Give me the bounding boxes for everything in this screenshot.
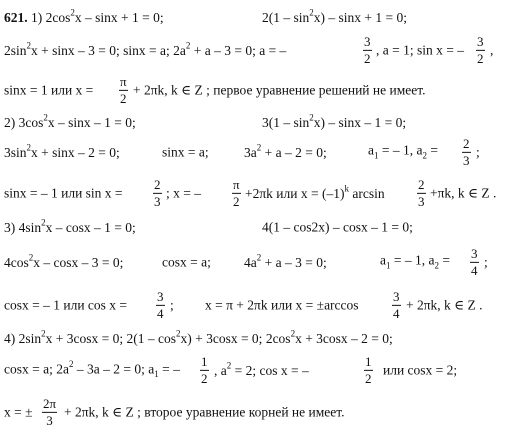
fraction: [470, 247, 479, 277]
equals: =: [430, 142, 438, 158]
fraction-denominator: 2: [201, 370, 208, 386]
fraction-numerator: 1: [365, 353, 372, 369]
line-8: [0, 245, 506, 278]
eq2-cases: sinx = – 1 или sin x =: [4, 185, 123, 201]
line-7: [0, 217, 506, 235]
substitution: cosx = a;: [162, 254, 211, 270]
line-11: [0, 353, 506, 386]
substitution: sinx = a;: [162, 144, 209, 160]
root-value: = – 1, a: [381, 142, 423, 158]
equals: =: [442, 252, 450, 268]
eq4-text: x) + 3cosx = 0; 2cos: [180, 331, 291, 346]
fraction-denominator: 3: [154, 193, 161, 209]
exponent: 2: [185, 40, 191, 51]
line-3: [0, 73, 506, 106]
eq2-transform: 3(1 – sin: [262, 115, 310, 130]
punctuation: ;: [170, 297, 174, 313]
fraction-denominator: 3: [46, 412, 53, 428]
punctuation: ;: [476, 144, 480, 160]
eq4-text: 4) 2sin: [4, 331, 42, 346]
line-10: [0, 328, 506, 346]
eq1-roots: , a = 1; sin x = –: [376, 42, 464, 58]
fraction-numerator: π: [233, 176, 240, 192]
fraction-denominator: 4: [393, 305, 400, 321]
fraction-numerator: 3: [477, 33, 484, 49]
exponent: 2: [226, 360, 232, 371]
eq1-quadratic: 2sin: [4, 43, 27, 58]
eq2-quadratic-a: 3a: [244, 145, 257, 160]
fraction-denominator: 3: [463, 152, 470, 168]
root-label: a: [380, 252, 386, 268]
eq4-cases: или cosx = 2;: [383, 362, 458, 378]
eq3-quadratic: x – cosx – 3 = 0;: [33, 255, 124, 270]
fraction-numerator: 2: [463, 135, 470, 151]
fraction: [363, 35, 372, 65]
fraction-numerator: 1: [201, 353, 208, 369]
fraction-denominator: 2: [233, 193, 240, 209]
fraction: [476, 35, 485, 65]
exponent: 2: [28, 252, 34, 263]
line-12: [0, 395, 506, 428]
line-1: [0, 7, 506, 25]
fraction-numerator: 3: [393, 288, 400, 304]
exponent: 2: [43, 112, 48, 123]
exponent: 2: [26, 142, 32, 153]
eq2-solution: +πk, k ∈ Z .: [430, 185, 497, 201]
subscript: 1: [374, 150, 379, 161]
fraction-denominator: 2: [364, 50, 371, 66]
eq2-text: x – sinx – 1 = 0;: [47, 115, 136, 130]
punctuation: ,: [490, 42, 494, 58]
eq3-solution: x = π + 2πk или x = ±arccos: [205, 297, 359, 313]
fraction-denominator: 2: [477, 50, 484, 66]
eq1-transform: x) – sinx + 1 = 0;: [313, 10, 407, 25]
exponent: 2: [41, 328, 46, 339]
eq3-quadratic-a: 4a: [244, 255, 257, 270]
eq2-solution: ; x = –: [166, 185, 201, 201]
line-4: [0, 112, 506, 130]
exponent: 2: [309, 7, 314, 18]
root-value: = – 1, a: [393, 252, 435, 268]
fraction: [119, 75, 128, 105]
fraction: [462, 137, 471, 167]
fraction-denominator: 3: [418, 193, 425, 209]
exponent: 2: [26, 40, 32, 51]
exponent: 2: [256, 252, 262, 263]
eq1-solution: sinx = 1 или x =: [4, 82, 94, 98]
eq3-quadratic: 4cos: [4, 255, 29, 270]
eq3-cases: cosx = – 1 или cos x =: [4, 297, 128, 313]
fraction: [392, 290, 401, 320]
eq2-text: 2) 3cos: [4, 115, 44, 130]
exponent: 2: [309, 112, 314, 123]
fraction-numerator: 3: [157, 288, 164, 304]
exponent: 2: [70, 7, 75, 18]
fraction: [42, 397, 57, 427]
exponent: 2: [290, 328, 296, 339]
fraction-numerator: 2: [154, 176, 161, 192]
fraction-denominator: 4: [157, 305, 164, 321]
eq3-quadratic-a: + a – 3 = 0;: [264, 255, 327, 270]
eq3-text: 3) 4sin: [4, 220, 42, 235]
fraction: [200, 355, 209, 385]
eq4-text: x + 3cosx – 2 = 0;: [295, 331, 393, 346]
fraction-numerator: 3: [471, 245, 478, 261]
eq4-solution: x = ±: [4, 404, 33, 420]
fraction: [153, 178, 162, 208]
eq2-quadratic: 3sin: [4, 145, 27, 160]
fraction-denominator: 2: [120, 90, 127, 106]
eq2-quadratic-a: + a – 2 = 0;: [264, 145, 327, 160]
eq4-text: x + 3cosx = 0; 2(1 – cos: [45, 331, 176, 346]
eq4-quadratic: cosx = a; 2a: [4, 361, 69, 377]
punctuation: ;: [484, 254, 488, 270]
fraction: [156, 290, 165, 320]
fraction: [364, 355, 373, 385]
eq2-solution: +2πk или x = (–1): [245, 186, 345, 201]
eq4-quadratic: = –: [158, 361, 180, 377]
eq2-quadratic: x + sinx – 2 = 0;: [31, 145, 120, 160]
line-2: [0, 33, 506, 66]
eq3-transform: 4(1 – cos2x) – cosx – 1 = 0;: [262, 219, 413, 235]
eq1-quadratic: + a – 3 = 0; a = –: [193, 43, 287, 58]
subscript: 1: [154, 369, 159, 380]
fraction-denominator: 4: [471, 262, 478, 278]
exponent: 2: [41, 217, 46, 228]
fraction-numerator: 2: [418, 176, 425, 192]
exponent: 2: [175, 328, 181, 339]
eq3-text: x – cosx – 1 = 0;: [45, 220, 136, 235]
eq1-text: 1) 2cos: [31, 10, 71, 25]
fraction: [417, 178, 426, 208]
eq1-transform: 2(1 – sin: [262, 10, 310, 25]
eq2-transform: x) – sinx – 1 = 0;: [313, 115, 407, 130]
subscript: 2: [422, 150, 427, 161]
line-9: [0, 288, 506, 321]
fraction: [232, 178, 241, 208]
eq4-quadratic: – 3a – 2 = 0; a: [73, 361, 155, 377]
eq1-text: x – sinx + 1 = 0;: [74, 10, 164, 25]
eq2-solution: arcsin: [348, 186, 385, 201]
line-5: [0, 135, 506, 168]
exponent: k: [344, 183, 349, 194]
fraction-numerator: π: [120, 73, 127, 89]
root-label: a: [368, 142, 374, 158]
exponent: 2: [68, 358, 74, 369]
subscript: 2: [434, 260, 439, 271]
eq1-quadratic: x + sinx – 3 = 0; sinx = a; 2a: [31, 43, 186, 58]
eq4-roots: = 2; cos x = –: [231, 363, 309, 378]
subscript: 1: [386, 260, 391, 271]
problem-number: 621.: [4, 10, 28, 25]
line-6: [0, 176, 506, 209]
fraction-numerator: 3: [364, 33, 371, 49]
exponent: 2: [256, 142, 262, 153]
eq4-roots: , a: [214, 363, 227, 378]
eq3-solution: + 2πk, k ∈ Z .: [406, 297, 483, 313]
eq1-conclusion: + 2πk, k ∈ Z ; первое уравнение решений не имеет.: [133, 82, 426, 98]
fraction-numerator: 2π: [43, 395, 57, 411]
fraction-denominator: 2: [365, 370, 372, 386]
eq4-conclusion: + 2πk, k ∈ Z ; второе уравнение корней не имеет.: [64, 404, 345, 420]
